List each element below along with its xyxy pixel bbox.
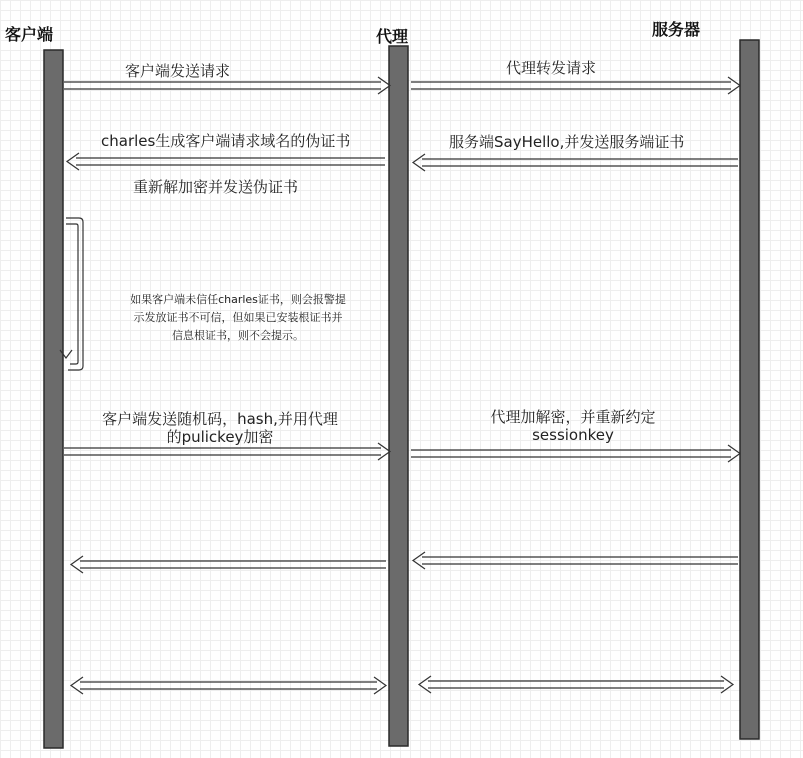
trust-warning-note	[108, 291, 368, 345]
participant-client: 客户端	[5, 25, 54, 44]
message-session-key-line-2: sessionkey	[532, 426, 614, 444]
participant-server: 服务器	[652, 20, 701, 39]
note-line-2: 示发放证书不可信，但如果已安装根证书并	[133, 311, 343, 324]
arrow-proxy-server-bidirectional	[419, 676, 733, 693]
arrow-proxy-to-client-return	[71, 556, 386, 573]
message-client-request: 客户端发送请求	[125, 62, 231, 80]
message-random-key	[70, 410, 370, 446]
message-session-key-line-1: 代理加解密，并重新约定	[490, 408, 656, 426]
note-line-3: 信息根证书，则不会提示。	[172, 329, 304, 342]
arrow-client-proxy-bidirectional	[71, 677, 386, 694]
proxy-lifeline	[389, 46, 408, 746]
message-random-key-line-2: 的pulickey加密	[166, 428, 274, 446]
message-proxy-forward: 代理转发请求	[506, 59, 597, 77]
message-fake-cert: charles生成客户端请求域名的伪证书	[101, 132, 351, 150]
arrow-proxy-to-server-request	[411, 77, 740, 94]
message-reencrypt: 重新解加密并发送伪证书	[133, 178, 299, 196]
server-lifeline	[740, 40, 759, 739]
note-line-1: 如果客户端未信任charles证书，则会报警提	[130, 293, 346, 306]
arrow-proxy-to-server-session	[411, 445, 740, 462]
message-random-key-line-1: 客户端发送随机码，hash,并用代理	[102, 410, 338, 428]
client-lifeline	[44, 50, 63, 748]
message-server-hello: 服务端SayHello,并发送服务端证书	[449, 133, 685, 151]
message-session-key	[468, 408, 678, 444]
arrow-server-to-proxy-hello	[413, 154, 738, 171]
arrow-proxy-to-client-cert	[67, 153, 385, 170]
arrow-server-to-proxy-return	[413, 552, 738, 569]
participant-proxy: 代理	[376, 27, 409, 46]
